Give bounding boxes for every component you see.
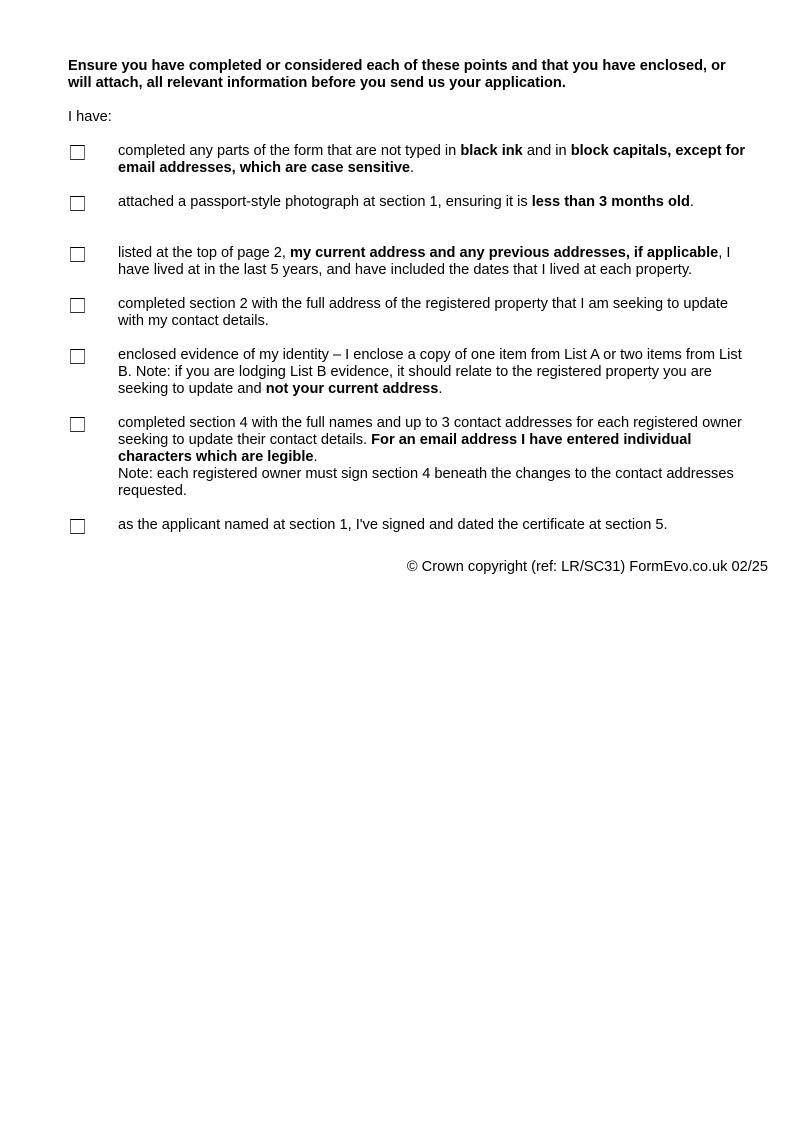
checkbox-column <box>68 194 118 211</box>
checkbox[interactable] <box>70 349 85 364</box>
checklist-item-text: completed section 4 with the full names and up to 3 contact addresses for each registered owner seeking to update their contact details. For an email address I have entered individual characters which are legible. Note: each registered owner must sign section 4 beneath the changes to the contact addresses requested. <box>118 415 742 499</box>
checkbox-column <box>68 296 118 330</box>
checkbox-column <box>68 245 118 279</box>
checkbox[interactable] <box>70 298 85 313</box>
document-body <box>68 58 768 576</box>
checkbox-column <box>68 415 118 500</box>
checklist-item-text: enclosed evidence of my identity – I enclose a copy of one item from List A or two items from List B. Note: if you are lodging List B evidence, it should relate to the registered property you are seeking to update and not your current address. <box>118 347 742 397</box>
checklist <box>68 143 753 534</box>
checklist-item <box>68 347 753 398</box>
checklist-item-text: listed at the top of page 2, my current address and any previous addresses, if applicable, I have lived at in the last 5 years, and have included the dates that I lived at each property. <box>118 245 731 278</box>
copyright-footer: © Crown copyright (ref: LR/SC31) FormEvo.co.uk 02/25 <box>406 559 768 575</box>
checklist-item <box>68 245 753 279</box>
checkbox[interactable] <box>70 145 85 160</box>
checklist-item <box>68 415 753 500</box>
checklist-item-text: completed any parts of the form that are not typed in black ink and in block capitals, except for email addresses, which are case sensitive. <box>118 143 746 176</box>
checkbox-column <box>68 347 118 398</box>
intro-heading: Ensure you have completed or considered each of these points and that you have enclosed, or will attach, all relevant information before you send us your application. <box>68 58 726 91</box>
lead-in: I have: <box>68 109 112 125</box>
checklist-item <box>68 517 753 534</box>
checkbox[interactable] <box>70 519 85 534</box>
checklist-item-text: as the applicant named at section 1, I've signed and dated the certificate at section 5. <box>118 517 668 533</box>
checkbox[interactable] <box>70 247 85 262</box>
checkbox[interactable] <box>70 417 85 432</box>
checklist-item <box>68 296 753 330</box>
checkbox-column <box>68 517 118 534</box>
checklist-item-text: completed section 2 with the full address of the registered property that I am seeking to update with my contact details. <box>118 296 729 329</box>
checklist-item-text: attached a passport-style photograph at section 1, ensuring it is less than 3 months old. <box>118 194 694 210</box>
checklist-item <box>68 194 753 211</box>
checklist-item <box>68 143 753 177</box>
checkbox[interactable] <box>70 196 85 211</box>
checkbox-column <box>68 143 118 177</box>
